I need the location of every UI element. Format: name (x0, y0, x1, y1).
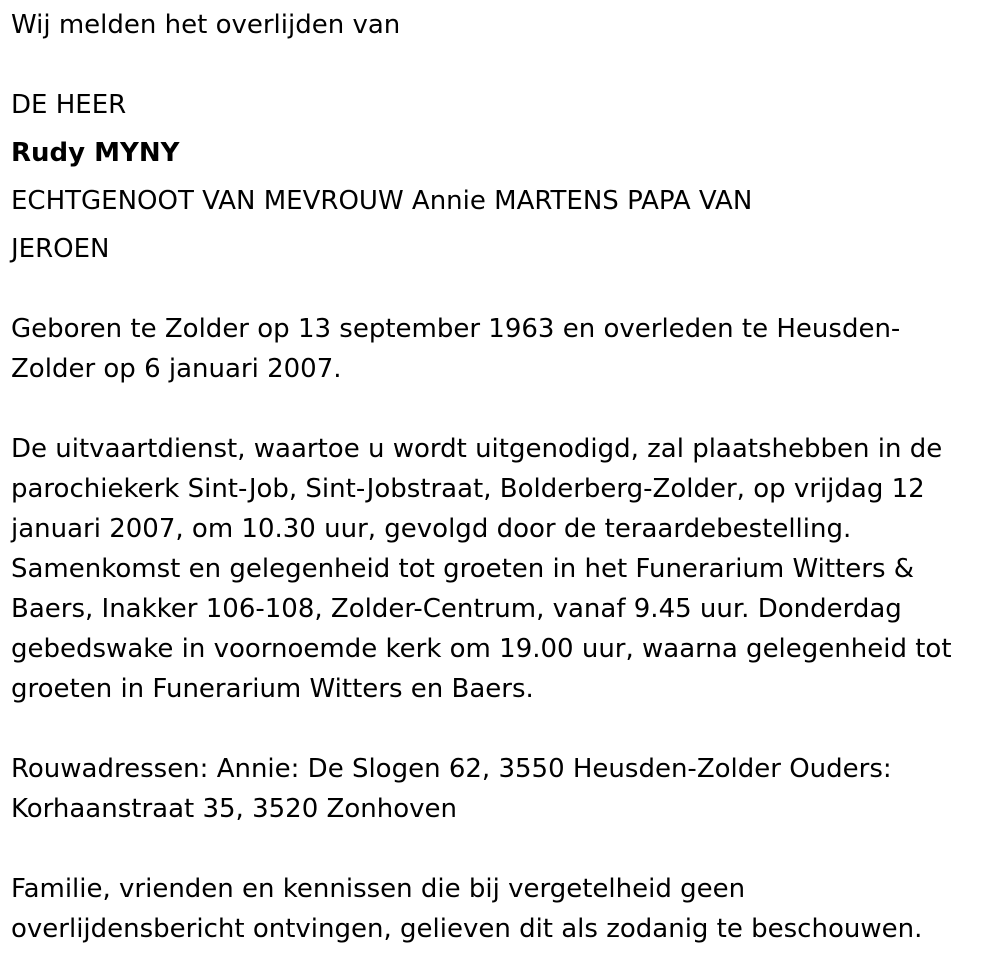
deceased-name: Rudy MYNY (11, 138, 180, 168)
service-line: groeten in Funerarium Witters en Baers. (11, 674, 534, 704)
service-line: parochiekerk Sint-Job, Sint-Jobstraat, Bolderberg-Zolder, op vrijdag 12 (11, 474, 925, 504)
service-line: januari 2007, om 10.30 uur, gevolgd door de teraardebestelling. (11, 514, 852, 544)
address-line: Korhaanstraat 35, 3520 Zonhoven (11, 794, 457, 824)
closing-line: overlijdensbericht ontvingen, gelieven dit als zodanig te beschouwen. (11, 914, 923, 944)
service-line: gebedswake in voornoemde kerk om 19.00 uur, waarna gelegenheid tot (11, 634, 952, 664)
service-line: Baers, Inakker 106-108, Zolder-Centrum, vanaf 9.45 uur. Donderdag (11, 594, 902, 624)
intro-text: Wij melden het overlijden van (11, 10, 401, 40)
closing-line: Familie, vrienden en kennissen die bij vergetelheid geen (11, 874, 746, 904)
honorific: DE HEER (11, 90, 127, 120)
service-line: Samenkomst en gelegenheid tot groeten in het Funerarium Witters & (11, 554, 915, 584)
birth-death-line: Geboren te Zolder op 13 september 1963 en overleden te Heusden- (11, 314, 901, 344)
relation-line: ECHTGENOOT VAN MEVROUW Annie MARTENS PAPA VAN (11, 186, 753, 216)
service-line: De uitvaartdienst, waartoe u wordt uitgenodigd, zal plaatshebben in de (11, 434, 943, 464)
relation-line: JEROEN (11, 234, 110, 264)
birth-death-line: Zolder op 6 januari 2007. (11, 354, 342, 384)
address-line: Rouwadressen: Annie: De Slogen 62, 3550 Heusden-Zolder Ouders: (11, 754, 892, 784)
